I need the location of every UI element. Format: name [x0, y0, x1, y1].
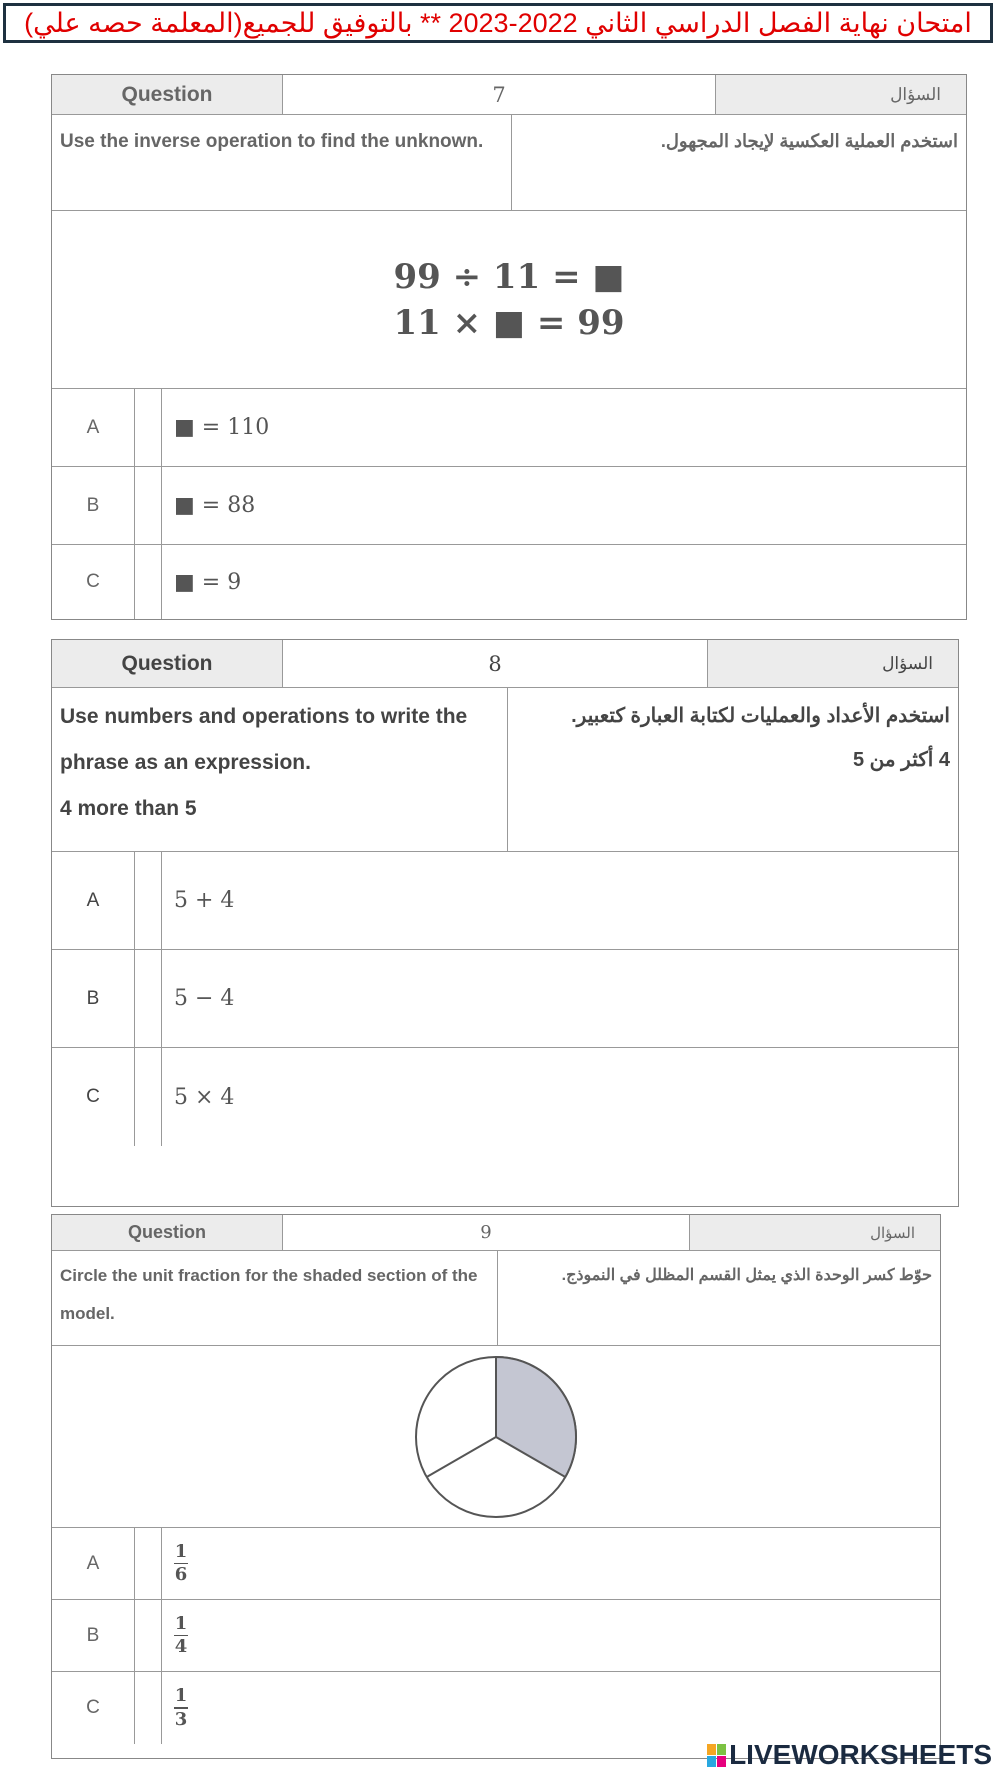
- option-b[interactable]: [52, 1600, 940, 1672]
- option-value: ■ = 9: [174, 569, 242, 595]
- option-letter: A: [52, 1528, 135, 1599]
- option-c[interactable]: [52, 545, 966, 619]
- question-label-ar: السؤال: [708, 640, 958, 687]
- question-number: 7: [283, 75, 716, 114]
- option-letter: A: [52, 852, 135, 949]
- option-letter: C: [52, 1048, 135, 1146]
- question-label: Question: [52, 1215, 283, 1250]
- option-c[interactable]: [52, 1672, 940, 1744]
- option-a[interactable]: [52, 852, 958, 950]
- question-7-card: [51, 74, 967, 620]
- option-b[interactable]: [52, 950, 958, 1048]
- question-8-card: [51, 639, 959, 1207]
- option-letter: C: [52, 1672, 135, 1744]
- question-label: Question: [52, 75, 283, 114]
- fraction: $\frac{1}{6}$: [174, 1540, 188, 1586]
- instruction-en: Circle the unit fraction for the shaded section of the model.: [52, 1251, 498, 1345]
- option-value: ■ = 110: [174, 415, 270, 440]
- fraction: $\frac{1}{3}$: [174, 1685, 188, 1730]
- option-c[interactable]: [52, 1048, 958, 1146]
- option-letter: B: [52, 467, 135, 544]
- option-value: 5 × 4: [174, 1084, 235, 1110]
- question-label: Question: [52, 640, 283, 687]
- instruction-ar: استخدم العملية العكسية لإيجاد المجهول.: [660, 131, 958, 151]
- equation-2: 11 × ■ = 99: [393, 302, 625, 343]
- exam-title: امتحان نهاية الفصل الدراسي الثاني 2022-2023 ** بالتوفيق للجميع(المعلمة حصه علي): [3, 3, 993, 43]
- question-9-card: [51, 1214, 941, 1759]
- question-label-ar: السؤال: [690, 1215, 940, 1250]
- liveworksheets-logo: [707, 1739, 992, 1771]
- instruction-ar: استخدم الأعداد والعمليات لكتابة العبارة كتعبير.: [571, 705, 950, 727]
- option-letter: A: [52, 389, 135, 466]
- option-value: 5 + 4: [174, 888, 235, 913]
- fraction: $\frac{1}{4}$: [174, 1612, 188, 1658]
- option-letter: B: [52, 950, 135, 1047]
- option-value: 5 − 4: [174, 986, 235, 1011]
- question-number: 8: [283, 640, 708, 687]
- equation-1: 99 ÷ 11 = ■: [393, 256, 625, 297]
- instruction-ar: حوّط كسر الوحدة الذي يمثل القسم المظلل في النموذج.: [561, 1267, 932, 1284]
- instruction-en: Use the inverse operation to find the unknown.: [52, 115, 512, 210]
- option-a[interactable]: [52, 389, 966, 467]
- option-letter: C: [52, 545, 135, 619]
- pie-model: [406, 1351, 586, 1523]
- option-b[interactable]: [52, 467, 966, 545]
- option-letter: B: [52, 1600, 135, 1671]
- question-label-ar: السؤال: [716, 75, 966, 114]
- option-value: ■ = 88: [174, 493, 256, 518]
- phrase-en: 4 more than 5: [60, 797, 197, 820]
- question-number: 9: [283, 1215, 690, 1250]
- logo-icon: [707, 1744, 726, 1767]
- logo-text: LIVEWORKSHEETS: [729, 1739, 992, 1770]
- option-a[interactable]: [52, 1528, 940, 1600]
- phrase-ar: 4 أكثر من 5: [852, 749, 950, 771]
- instruction-en: Use numbers and operations to write the phrase as an expression.: [60, 705, 468, 774]
